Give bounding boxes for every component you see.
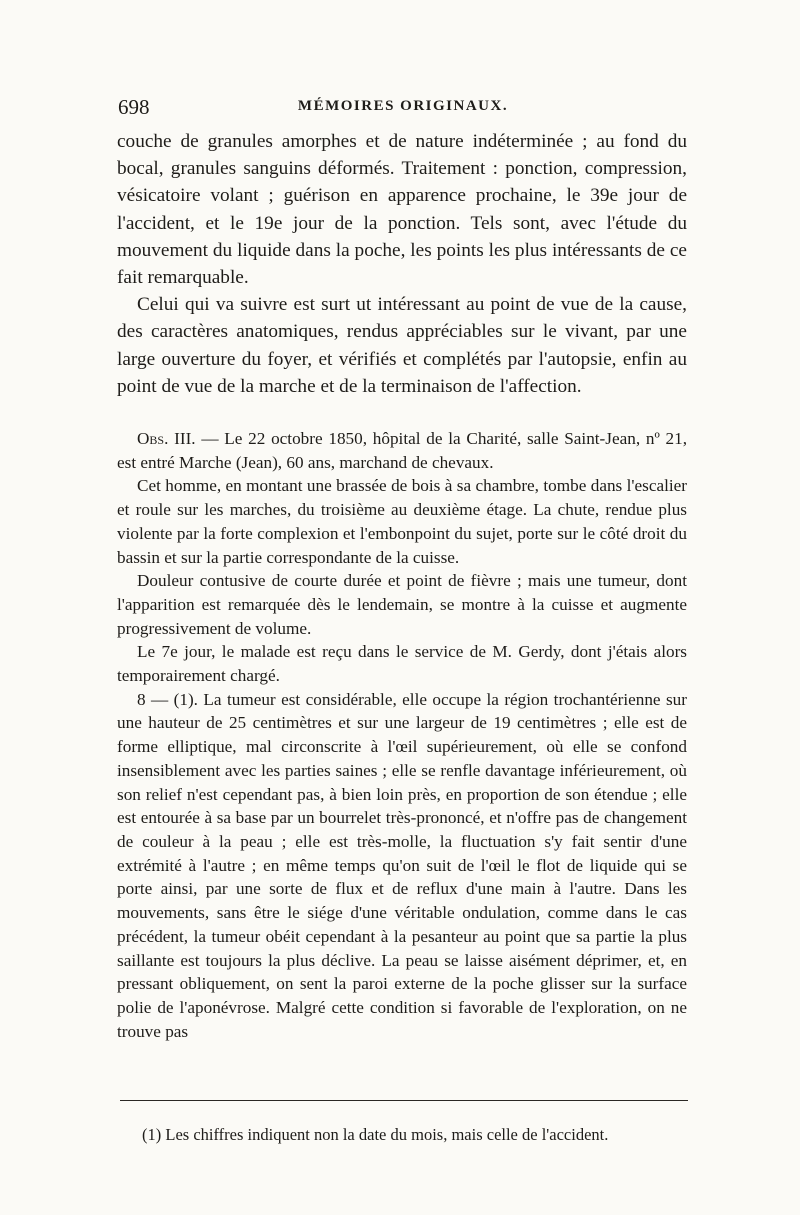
- footnote-divider: [120, 1100, 688, 1101]
- page-number: 698: [118, 95, 150, 119]
- running-title: MÉMOIRES ORIGINAUX.: [297, 98, 509, 114]
- paragraph-fall: Cet homme, en montant une brassée de bois à sa chambre, tombe dans l'escalier et roule sur les marches, du troisième au deuxième étage. La chute, rendue plus violente par la forte complexion et l'embonpoint du sujet, porte sur le côté droit du bassin et sur la partie correspondante de la cuisse.: [117, 476, 687, 567]
- body-text: [117, 128, 687, 1043]
- observation-text: — Le 22 octobre 1850, hôpital de la Charité, salle Saint-Jean, nº 21, est entré Marche (Jean), 60 ans, marchand de chevaux.: [117, 429, 688, 472]
- page-header: [118, 95, 688, 125]
- observation-heading-paragraph: [117, 427, 687, 474]
- paragraph-tumor: 8 — (1). La tumeur est considérable, elle occupe la région trochantérienne sur une hauteur de 25 centimètres et sur une largeur de 19 centimètres ; elle est de forme elliptique, mal circonscrite à l'œil supérieurement, où elle se confond insensiblement avec les parties saines ; elle se renfle davantage inférieurement, où son relief n'est cependant pas, à bien loin près, en proportion de son étendue ; elle est entourée à sa base par un bourrelet très-prononcé, et n'offre pas de changement de couleur à la peau ; elle est très-molle, la fluctuation s'y fait sentir d'une extrémité à l'autre ; en même temps qu'on suit de l'œil le flot de liquide qui se porte ainsi, par une sorte de flux et de reflux d'une main à l'autre. Dans les mouvements, sans être le siége d'une véritable ondulation, comme dans le cas précédent, la tumeur obéit cependant à la pesanteur au point que sa partie la plus saillante est toujours la plus déclive. La peau se laisse aisément déprimer, et, en pressant obliquement, on sent la paroi externe de la poche glisser sur la surface polie de l'aponévrose. Malgré cette condition si favorable de l'exploration, on ne trouve pas: [117, 689, 687, 1041]
- paragraph-pain: Douleur contusive de courte durée et point de fièvre ; mais une tumeur, dont l'apparition est remarquée dès le lendemain, se montre à la cuisse et augmente progressivement de volume.: [117, 571, 687, 638]
- paragraph-intro: Celui qui va suivre est surt ut intéressant au point de vue de la cause, des caractères anatomiques, rendus appréciables sur le vivant, par une large ouverture du foyer, et vérifiés et complétés par l'autopsie, enfin au point de vue de la marche et de la terminaison de l'affection.: [117, 294, 687, 397]
- paragraph-continuation: couche de granules amorphes et de nature indéterminée ; au fond du bocal, granules sanguins déformés. Traitement : ponction, compression, vésicatoire volant ; guérison en apparence prochaine, le 39e jour de l'accident, et le 19e jour de la ponction. Tels sont, avec l'étude du mouvement du liquide dans la poche, les points les plus intéressants de ce fait remarquable.: [117, 131, 687, 289]
- observation-label: Obs. III.: [137, 429, 196, 449]
- footnote: (1) Les chiffres indiquent non la date du mois, mais celle de l'accident.: [142, 1125, 609, 1144]
- paragraph-admission: Le 7e jour, le malade est reçu dans le service de M. Gerdy, dont j'étais alors temporairement chargé.: [117, 642, 687, 686]
